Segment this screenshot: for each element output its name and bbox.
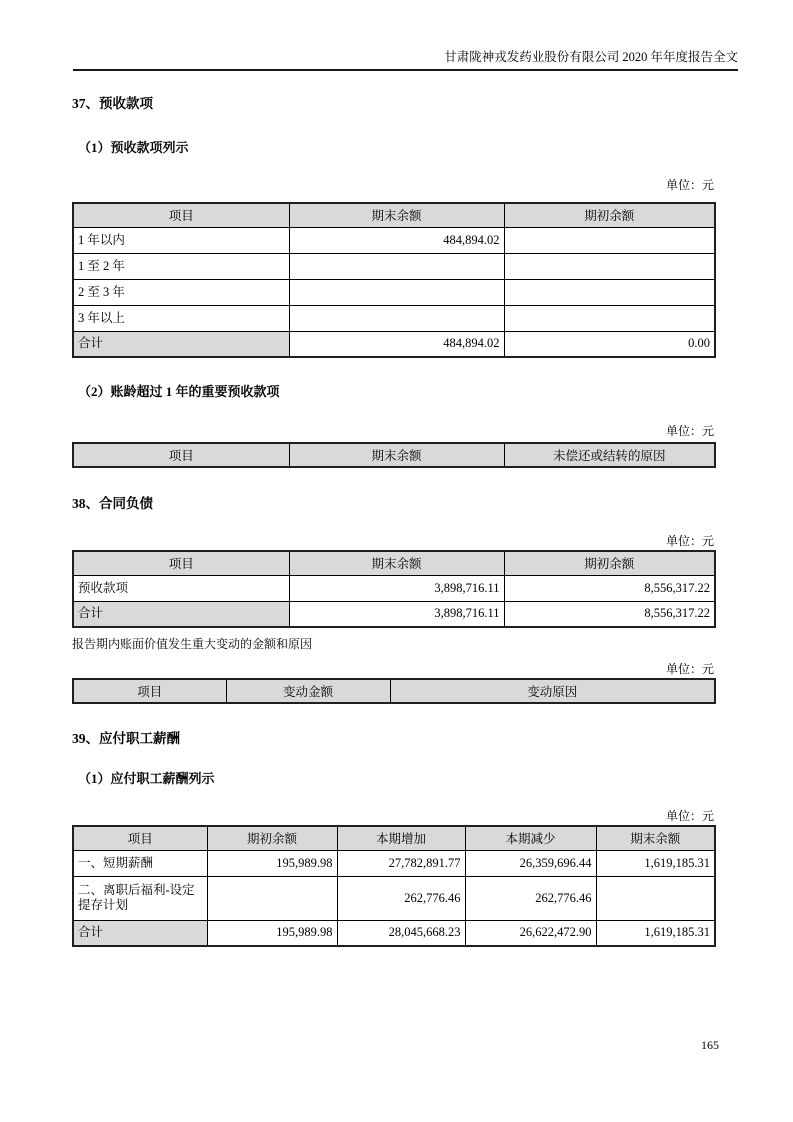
prepayments-aging-table: [72, 202, 716, 358]
unit-label: 单位：元: [665, 809, 714, 823]
column-header: 项目: [73, 826, 207, 850]
value-cell: [289, 305, 504, 331]
section-37-1-title: （1）预收款项列示: [78, 140, 189, 155]
row-label-cell: 1 年以内: [73, 227, 289, 253]
unit-label: 单位：元: [665, 662, 714, 676]
value-cell: 27,782,891.77: [337, 850, 465, 876]
table-header-row: [73, 551, 715, 575]
value-cell: 3,898,716.11: [289, 601, 504, 627]
column-header: 期初余额: [207, 826, 337, 850]
value-cell: [596, 876, 715, 920]
section-39-1-title: （1）应付职工薪酬列示: [78, 771, 215, 786]
column-header: 变动金额: [226, 679, 390, 703]
value-cell: 195,989.98: [207, 850, 337, 876]
value-cell: 0.00: [504, 331, 715, 357]
value-cell: [207, 876, 337, 920]
value-cell: [504, 279, 715, 305]
column-header: 未偿还或结转的原因: [504, 443, 715, 467]
column-header: 期末余额: [289, 203, 504, 227]
section-37-2-title: （2）账龄超过 1 年的重要预收款项: [78, 384, 280, 399]
value-cell: 26,622,472.90: [465, 920, 596, 946]
value-cell: 26,359,696.44: [465, 850, 596, 876]
total-row: [73, 331, 715, 357]
row-label-cell: 2 至 3 年: [73, 279, 289, 305]
value-cell: 8,556,317.22: [504, 575, 715, 601]
column-header: 期末余额: [289, 551, 504, 575]
column-header: 变动原因: [390, 679, 715, 703]
row-label-cell: 3 年以上: [73, 305, 289, 331]
value-cell: 484,894.02: [289, 227, 504, 253]
table-header-row: [73, 679, 715, 703]
value-cell: 262,776.46: [465, 876, 596, 920]
row-label-cell: 一、短期薪酬: [73, 850, 207, 876]
value-cell: [289, 253, 504, 279]
page-content: [72, 0, 714, 947]
table-row: [73, 227, 715, 253]
page-number: 165: [701, 1038, 719, 1052]
value-cell: 262,776.46: [337, 876, 465, 920]
contract-liabilities-table: [72, 550, 716, 628]
value-cell: 484,894.02: [289, 331, 504, 357]
employee-compensation-table: [72, 825, 716, 947]
table-row: [73, 575, 715, 601]
table-header-row: [73, 203, 715, 227]
column-header: 项目: [73, 443, 289, 467]
table-row: [73, 253, 715, 279]
total-row-label-cell: 合计: [73, 920, 207, 946]
section-38-note: 报告期内账面价值发生重大变动的金额和原因: [72, 637, 313, 651]
unit-label: 单位：元: [665, 424, 714, 438]
column-header: 期末余额: [289, 443, 504, 467]
column-header: 期初余额: [504, 551, 715, 575]
value-cell: 28,045,668.23: [337, 920, 465, 946]
value-cell: 1,619,185.31: [596, 920, 715, 946]
unit-label: 单位：元: [665, 178, 714, 192]
column-header: 本期减少: [465, 826, 596, 850]
row-label-cell: 预收款项: [73, 575, 289, 601]
table-row: [73, 305, 715, 331]
value-cell: [504, 253, 715, 279]
section-39-title: 39、应付职工薪酬: [72, 731, 180, 746]
important-prepayments-table: [72, 442, 716, 468]
total-row: [73, 920, 715, 946]
row-label-cell: 二、离职后福利-设定提存计划: [73, 876, 207, 920]
carrying-value-changes-table: [72, 678, 716, 704]
report-title: 甘肃陇神戎发药业股份有限公司 2020 年年度报告全文: [444, 50, 738, 64]
section-37-title: 37、预收款项: [72, 96, 153, 111]
table-row: [73, 876, 715, 920]
total-row: [73, 601, 715, 627]
column-header: 期初余额: [504, 203, 715, 227]
total-row-label-cell: 合计: [73, 331, 289, 357]
value-cell: [289, 279, 504, 305]
table-row: [73, 850, 715, 876]
total-row-label-cell: 合计: [73, 601, 289, 627]
value-cell: 8,556,317.22: [504, 601, 715, 627]
value-cell: 195,989.98: [207, 920, 337, 946]
table-row: [73, 279, 715, 305]
table-header-row: [73, 826, 715, 850]
column-header: 项目: [73, 679, 226, 703]
column-header: 本期增加: [337, 826, 465, 850]
value-cell: 3,898,716.11: [289, 575, 504, 601]
table-header-row: [73, 443, 715, 467]
column-header: 项目: [73, 203, 289, 227]
unit-label: 单位：元: [665, 534, 714, 548]
row-label-cell: 1 至 2 年: [73, 253, 289, 279]
value-cell: 1,619,185.31: [596, 850, 715, 876]
column-header: 项目: [73, 551, 289, 575]
value-cell: [504, 227, 715, 253]
section-38-title: 38、合同负债: [72, 496, 153, 511]
column-header: 期末余额: [596, 826, 715, 850]
value-cell: [504, 305, 715, 331]
